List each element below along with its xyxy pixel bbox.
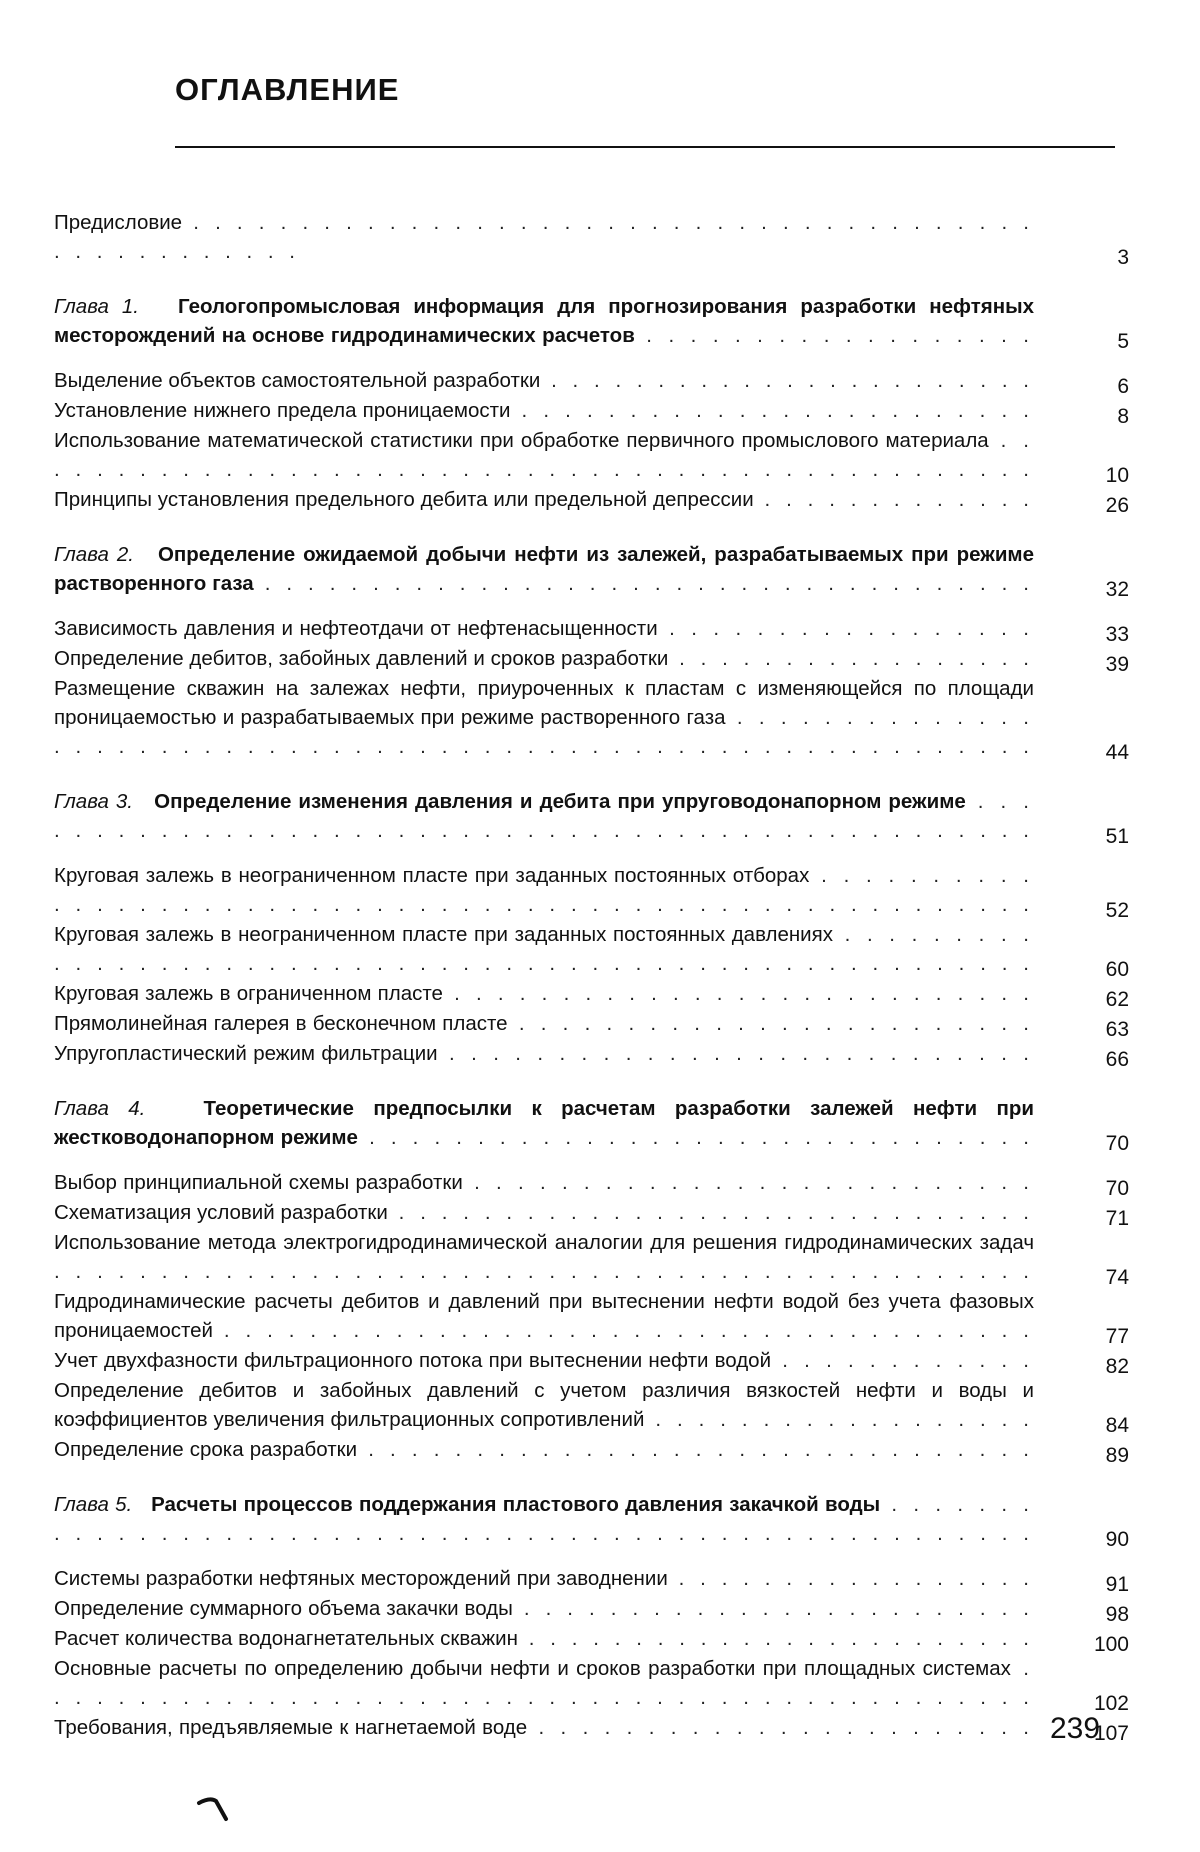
- entry-title: Определение дебитов и забойных давлений с учетом различия вязкостей нефти и воды и коэффициентов увеличения фильтрационных сопротивлений: [54, 1379, 1034, 1431]
- heading-rule: [175, 146, 1115, 148]
- toc-entry-section[interactable]: [54, 1435, 1129, 1467]
- toc-entry-section[interactable]: [54, 1346, 1129, 1378]
- entry-title: Требования, предъявляемые к нагнетаемой воде: [54, 1716, 528, 1739]
- section-list: [54, 614, 1129, 764]
- dot-leader: . . . . . . . . . . . . . . . . . . . . . . .: [538, 1716, 1034, 1739]
- toc-entry-chapter[interactable]: [54, 1490, 1129, 1551]
- pen-mark-icon: [196, 1795, 236, 1825]
- chapter-title: Расчеты процессов поддержания пластового давления закачкой воды: [151, 1493, 881, 1516]
- entry-title: Использование математической статистики при обработке первичного промыслового материала: [54, 429, 989, 452]
- chapter-number: Глава 5.: [54, 1493, 133, 1516]
- dot-leader: . . . . . . . . . . . . . . . . . . . . . . .: [551, 369, 1034, 392]
- entry-page: 70: [1105, 1132, 1129, 1155]
- chapter-block: [54, 292, 1129, 517]
- entry-title: Круговая залежь в неограниченном пласте при заданных постоянных отборах: [54, 864, 810, 887]
- entry-page: 60: [1105, 958, 1129, 981]
- toc-entry-section[interactable]: [54, 1654, 1129, 1715]
- entry-title: Упругопластический режим фильтрации: [54, 1042, 438, 1065]
- entry-page: 39: [1105, 653, 1129, 676]
- entry-page: 52: [1105, 899, 1129, 922]
- dot-leader: . . . . . . . . . . . . . . . . . . . . . . . . . . . . . . . . . . . . . . . . . . . . . . . . . . . . . . . .: [54, 864, 1034, 916]
- dot-leader: . . . . . . . . . . . . . . . . .: [679, 647, 1034, 670]
- toc-entry-section[interactable]: [54, 1198, 1129, 1230]
- chapter-number: Глава 2.: [54, 543, 134, 566]
- toc-entry-section[interactable]: [54, 396, 1129, 428]
- chapter-number: Глава 1.: [54, 295, 139, 318]
- dot-leader: . . . . . . . . . . . . . . . . . .: [655, 1408, 1034, 1431]
- toc-entry-section[interactable]: [54, 426, 1129, 487]
- entry-page: 98: [1105, 1603, 1129, 1626]
- dot-leader: . . . . . . . . . . . . . . . . . . . . . . . . . . . . . . . . . . . . . . . . . . . . . . . . . . . . . . .: [54, 923, 1034, 975]
- entry-title: Установление нижнего предела проницаемости: [54, 399, 511, 422]
- dot-leader: . . . . . . . . . . . . . . . . .: [678, 1567, 1034, 1590]
- dot-leader: . . . . . . . . . . . . . . . . . . . . . . . .: [523, 1597, 1034, 1620]
- dot-leader: . . . . . . . . . . . . . . . . . . . . . . . . . . .: [449, 1042, 1034, 1065]
- dot-leader: . . . . . . . . . . . . . . . . . .: [646, 324, 1034, 347]
- entry-page: 89: [1105, 1444, 1129, 1467]
- entry-title: Определение дебитов, забойных давлений и сроков разработки: [54, 647, 669, 670]
- dot-leader: . . . . . . . . . . . . . . . . . . . . . . . . . . . . . . .: [369, 1126, 1034, 1149]
- toc-entry-section[interactable]: [54, 920, 1129, 981]
- toc-entry-section[interactable]: [54, 1564, 1129, 1596]
- toc-entry-section[interactable]: [54, 861, 1129, 922]
- chapter-number: Глава 3.: [54, 790, 134, 813]
- dot-leader: . . . . . . . . . . . . . . . . . . . . . . . . . . . . . . . . . . . . . . . . . . . . . . . . . . .: [54, 211, 1034, 263]
- chapter-block: [54, 1094, 1129, 1467]
- toc-entry-section[interactable]: [54, 1713, 1129, 1745]
- table-of-contents: [54, 208, 1129, 1745]
- chapter-title: Определение ожидаемой добычи нефти из залежей, разрабатываемых при режиме растворенного газа: [54, 543, 1034, 595]
- entry-page: 62: [1105, 988, 1129, 1011]
- toc-entry-section[interactable]: [54, 1039, 1129, 1071]
- dot-leader: . . . . . . . . . . . . . . . . . . . . . . . .: [521, 399, 1034, 422]
- entry-title: Круговая залежь в неограниченном пласте при заданных постоянных давлениях: [54, 923, 833, 946]
- dot-leader: . . . . . . . . . . . . . . . . . . . . . . . . . . . . . . . . . . . . . .: [223, 1319, 1034, 1342]
- entry-title: Выделение объектов самостоятельной разработки: [54, 369, 541, 392]
- dot-leader: . . . . . . . . . . . . . . . . . . . . . . . . . . . . . . . . . . . . . . . . . . . . . .: [54, 1260, 1034, 1283]
- toc-entry-section[interactable]: [54, 1228, 1129, 1289]
- entry-page: 70: [1105, 1177, 1129, 1200]
- entry-page: 44: [1105, 741, 1129, 764]
- dot-leader: . . . . . . . . . . . . . . . . . . . . . . . . . . . . . . . . . . . . . . . . . . . . . . . . . . . . . . . . . . . .: [54, 706, 1034, 758]
- entry-page: 102: [1093, 1692, 1129, 1715]
- chapter-block: [54, 540, 1129, 764]
- entry-title: Гидродинамические расчеты дебитов и давлений при вытеснении нефти водой без учета фазовых проницаемостей: [54, 1290, 1034, 1342]
- dot-leader: . . . . . . . . . . . . . . . . . . . . . . . . . . . . . .: [398, 1201, 1034, 1224]
- toc-entry-section[interactable]: [54, 674, 1129, 764]
- chapter-title: Теоретические предпосылки к расчетам разработки залежей нефти при жестководонапорном режиме: [54, 1097, 1034, 1149]
- entry-page: 77: [1105, 1325, 1129, 1348]
- toc-entry-section[interactable]: [54, 366, 1129, 398]
- entry-page: 63: [1105, 1018, 1129, 1041]
- toc-heading: ОГЛАВЛЕНИЕ: [175, 72, 400, 107]
- toc-entry-section[interactable]: [54, 1009, 1129, 1041]
- entry-page: 82: [1105, 1355, 1129, 1378]
- entry-page: 71: [1105, 1207, 1129, 1230]
- entry-page: 26: [1105, 494, 1129, 517]
- entry-title: Схематизация условий разработки: [54, 1201, 388, 1224]
- entry-title: Зависимость давления и нефтеотдачи от нефтенасыщенности: [54, 617, 658, 640]
- chapter-block: [54, 787, 1129, 1071]
- entry-page: 107: [1093, 1722, 1129, 1745]
- section-list: [54, 366, 1129, 517]
- entry-title: Учет двухфазности фильтрационного потока при вытеснении нефти водой: [54, 1349, 772, 1372]
- toc-entry-section[interactable]: [54, 1624, 1129, 1656]
- dot-leader: . . . . . . . . . . . . . . . . . . . . . . . . . .: [474, 1171, 1034, 1194]
- entry-title: Расчет количества водонагнетательных скважин: [54, 1627, 518, 1650]
- toc-entry-section[interactable]: [54, 644, 1129, 676]
- entry-title: Принципы установления предельного дебита или предельной депрессии: [54, 488, 754, 511]
- dot-leader: . . . . . . . . . . . . . . . . . . . . . . . . . . . . . . . . . . . . . . . . . . . . . . . . . . . . .: [54, 1493, 1034, 1545]
- toc-entry-section[interactable]: [54, 1168, 1129, 1200]
- entry-page: 84: [1105, 1414, 1129, 1437]
- chapter-number: Глава 4.: [54, 1097, 146, 1120]
- entry-title: Выбор принципиальной схемы разработки: [54, 1171, 463, 1194]
- entry-page: 3: [1117, 246, 1129, 269]
- entry-page: 74: [1105, 1266, 1129, 1289]
- chapter-block: [54, 1490, 1129, 1745]
- section-list: [54, 1168, 1129, 1467]
- toc-entry-section[interactable]: [54, 979, 1129, 1011]
- entry-title: Системы разработки нефтяных месторождений при заводнении: [54, 1567, 668, 1590]
- toc-entry-preface[interactable]: [54, 208, 1129, 269]
- dot-leader: . . . . . . . . . . . . . . . . . . . . . . . . . . . . . . .: [368, 1438, 1034, 1461]
- dot-leader: . . . . . . . . . . . . . . . . . . . . . . . . . . . . . . . . . . . . . . . . . . . . . . . .: [54, 429, 1034, 481]
- entry-page: 91: [1105, 1573, 1129, 1596]
- dot-leader: . . . . . . . . . . . . . . . . . . . . . . . . . . . . . . . . . . . . . . . . . . . . . . . . .: [54, 790, 1034, 842]
- dot-leader: . . . . . . . . . . . . . . . . . . . . . . . . . . .: [454, 982, 1034, 1005]
- entry-page: 51: [1105, 825, 1129, 848]
- dot-leader: . . . . . . . . . . . . . . . . . . . . . . . . . . . . . . . . . . . .: [264, 572, 1034, 595]
- toc-entry-chapter[interactable]: [54, 540, 1129, 601]
- entry-page: 8: [1117, 405, 1129, 428]
- entry-title: Определение суммарного объема закачки воды: [54, 1597, 513, 1620]
- toc-entry-section[interactable]: [54, 614, 1129, 646]
- entry-title: Прямолинейная галерея в бесконечном пласте: [54, 1012, 508, 1035]
- entry-title: Использование метода электрогидродинамической аналогии для решения гидродинамических задач: [54, 1231, 1034, 1254]
- entry-title: Определение срока разработки: [54, 1438, 358, 1461]
- entry-page: 32: [1105, 578, 1129, 601]
- dot-leader: . . . . . . . . . . . .: [782, 1349, 1034, 1372]
- dot-leader: . . . . . . . . . . . . . . . . .: [669, 617, 1034, 640]
- section-list: [54, 861, 1129, 1071]
- toc-entry-chapter[interactable]: [54, 292, 1129, 353]
- page-number: 239: [1050, 1712, 1101, 1745]
- dot-leader: . . . . . . . . . . . . . . . . . . . . . . . .: [518, 1012, 1034, 1035]
- entry-page: 33: [1105, 623, 1129, 646]
- toc-entry-section[interactable]: [54, 485, 1129, 517]
- toc-entry-section[interactable]: [54, 1376, 1129, 1437]
- entry-title: Размещение скважин на залежах нефти, приуроченных к пластам с изменяющейся по площади проницаемостью и разрабатываемых при режиме растворенного газа: [54, 677, 1034, 729]
- entry-page: 6: [1117, 375, 1129, 398]
- entry-page: 10: [1105, 464, 1129, 487]
- dot-leader: . . . . . . . . . . . . .: [764, 488, 1034, 511]
- entry-page: 5: [1117, 330, 1129, 353]
- chapter-title: Геологопромысловая информация для прогнозирования разработки нефтяных месторождений на основе гидродинамических расчетов: [54, 295, 1034, 347]
- entry-page: 90: [1105, 1528, 1129, 1551]
- section-list: [54, 1564, 1129, 1745]
- entry-page: 100: [1093, 1633, 1129, 1656]
- toc-entry-section[interactable]: [54, 1287, 1129, 1348]
- chapter-title: Определение изменения давления и дебита при упруговодонапорном режиме: [154, 790, 966, 813]
- toc-entry-chapter[interactable]: [54, 787, 1129, 848]
- entry-title: Круговая залежь в ограниченном пласте: [54, 982, 443, 1005]
- entry-title: Основные расчеты по определению добычи нефти и сроков разработки при площадных системах: [54, 1657, 1011, 1680]
- entry-page: 66: [1105, 1048, 1129, 1071]
- dot-leader: . . . . . . . . . . . . . . . . . . . . . . . . . . . . . . . . . . . . . . . . . . . . . . .: [54, 1657, 1034, 1709]
- entry-title: Предисловие: [54, 211, 183, 234]
- toc-entry-section[interactable]: [54, 1594, 1129, 1626]
- dot-leader: . . . . . . . . . . . . . . . . . . . . . . . .: [528, 1627, 1034, 1650]
- toc-entry-chapter[interactable]: [54, 1094, 1129, 1155]
